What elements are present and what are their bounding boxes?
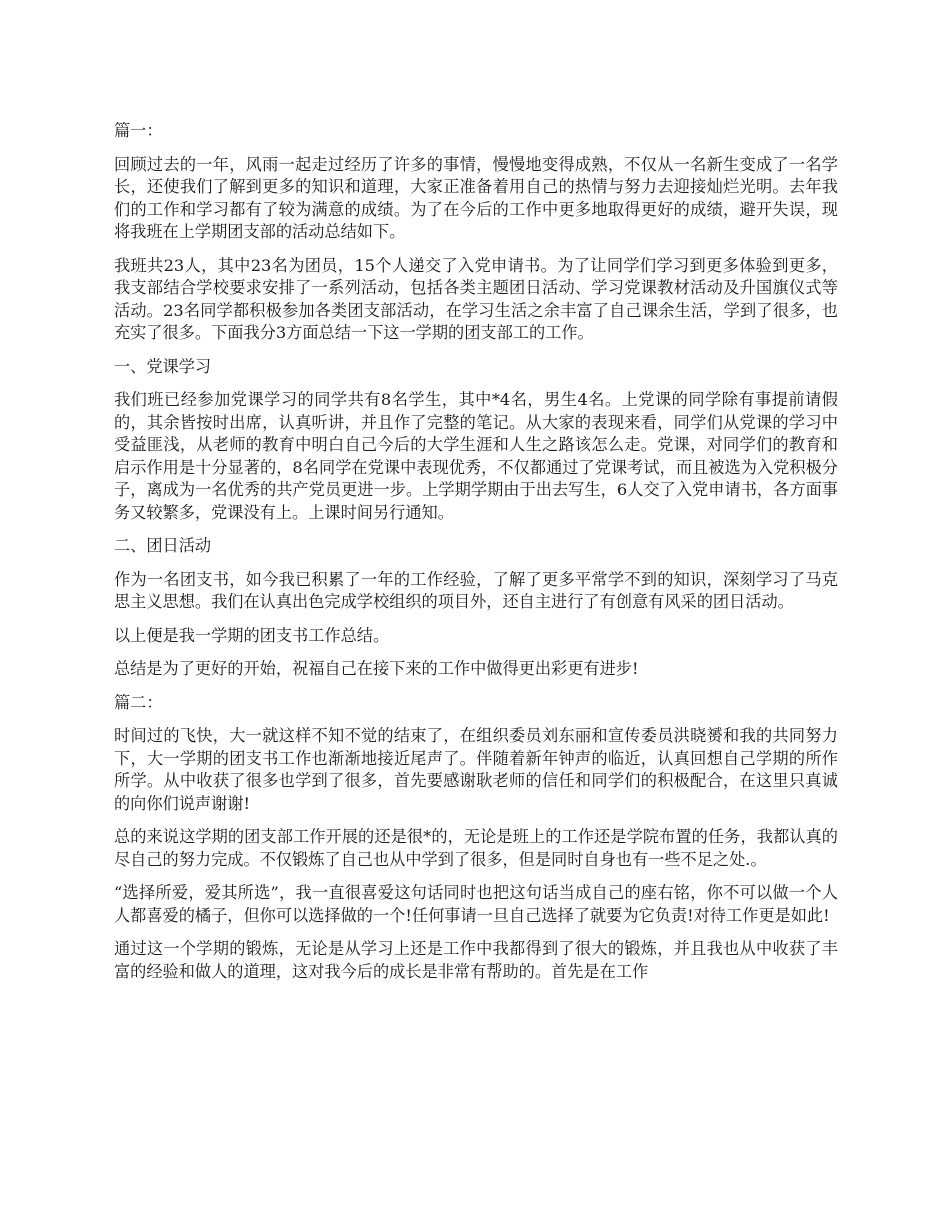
body-paragraph: 总的来说这学期的团支部工作开展的还是很*的，无论是班上的工作还是学院布置的任务，我都认真的尽自己的努力完成。不仅锻炼了自己也从中学到了很多，但是同时自身也有一些不足之处.。 [114,827,838,869]
document-page [114,120,838,994]
body-paragraph: 我们班已经参加党课学习的同学共有8名学生，其中*4名，男生4名。上党课的同学除有事提前请假的，其余皆按时出席，认真听讲，并且作了完整的笔记。从大家的表现来看，同学们从党课的学习中受益匪浅，从老师的教育中明白自己今后的大学生涯和人生之路该怎么走。党课，对同学们的教育和启示作用是十分显著的，8名同学在党课中表现优秀，不仅都通过了党课考试，而且被选为入党积极分子，离成为一名优秀的共产党员更进一步。上学期学期由于出去写生，6人交了入党申请书，各方面事务又较繁多，党课没有上。上课时间另行通知。 [114,390,838,522]
body-paragraph: 总结是为了更好的开始，祝福自己在接下来的工作中做得更出彩更有进步! [114,659,639,678]
body-paragraph: 以上便是我一学期的团支书工作总结。 [114,625,390,645]
section-heading: 篇一： [114,121,163,140]
body-paragraph: 回顾过去的一年，风雨一起走过经历了许多的事情，慢慢地变得成熟，不仅从一名新生变成了一名学长，还使我们了解到更多的知识和道理，大家正准备着用自己的热情与努力去迎接灿烂光明。去年我们的工作和学习都有了较为满意的成绩。为了在今后的工作中更多地取得更好的成绩，避开失误，现将我班在上学期团支部的活动总结如下。 [114,154,838,241]
body-paragraph: “选择所爱，爱其所选”，我一直很喜爱这句话同时也把这句话当成自己的座右铭，你不可以做一个人人都喜爱的橘子，但你可以选择做的一个!任何事请一旦自己选择了就要为它负责!对待工作更是如此! [114,883,838,925]
section-heading: 二、团日活动 [114,536,212,555]
body-paragraph: 作为一名团支书，如今我已积累了一年的工作经验，了解了更多平常学不到的知识，深刻学习了马克思主义思想。我们在认真出色完成学校组织的项目外，还自主进行了有创意有风采的团日活动。 [114,569,838,611]
section-heading: 篇二： [114,692,163,712]
body-paragraph: 我班共23人，其中23名为团员，15个人递交了入党申请书。为了让同学们学习到更多体验到更多，我支部结合学校要求安排了一系列活动，包括各类主题团日活动、学习党课教材活动及升国旗仪式等活动。23名同学都积极参加各类团支部活动，在学习生活之余丰富了自己课余生活，学到了很多，也充实了很多。下面我分3方面总结一下这一学期的团支部工的工作。 [114,255,838,342]
body-paragraph: 通过这一个学期的锻炼，无论是从学习上还是工作中我都得到了很大的锻炼，并且我也从中收获了丰富的经验和做人的道理，这对我今后的成长是非常有帮助的。首先是在工作 [114,939,838,981]
body-paragraph: 时间过的飞快，大一就这样不知不觉的结束了，在组织委员刘东丽和宣传委员洪晓赟和我的共同努力下，大一学期的团支书工作也渐渐地接近尾声了。伴随着新年钟声的临近，认真回想自己学期的所作所学。从中收获了很多也学到了很多，首先要感谢耿老师的信任和同学们的积极配合，在这里只真诚的向你们说声谢谢! [114,726,838,813]
section-heading: 一、党课学习 [114,356,212,376]
